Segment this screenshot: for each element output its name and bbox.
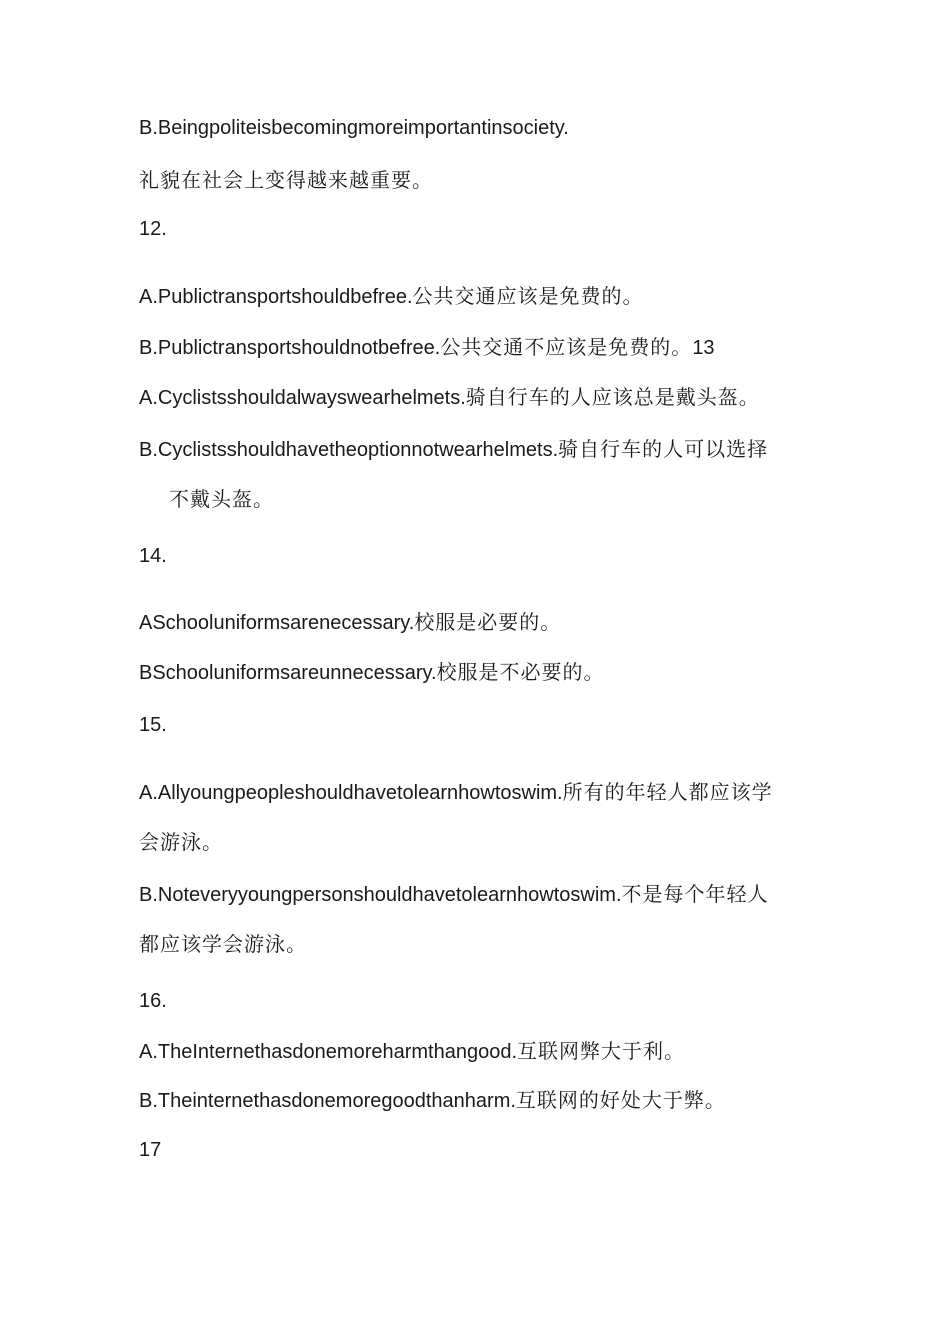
question-number: 14. — [139, 545, 167, 567]
text-line: 礼貌在社会上变得越来越重要。 — [139, 168, 433, 192]
option-a: A.Publictransportshouldbefree.公共交通应该是免费的。 — [139, 284, 644, 308]
option-a-continued: 会游泳。 — [139, 830, 223, 854]
option-a: ASchooluniformsarenecessary.校服是必要的。 — [139, 610, 562, 634]
question-number: 12. — [139, 218, 167, 240]
option-a: A.TheInternethasdonemoreharmthangood.互联网弊大于利。 — [139, 1039, 686, 1063]
option-b: BSchooluniformsareunnecessary.校服是不必要的。 — [139, 660, 605, 684]
text-line: B.Beingpoliteisbecomingmoreimportantinsociety. — [139, 117, 569, 139]
option-b-continued: 都应该学会游泳。 — [139, 932, 307, 956]
question-number: 16. — [139, 990, 167, 1012]
option-b-continued: 不戴头盔。 — [169, 487, 274, 511]
option-b: B.Noteveryyoungpersonshouldhavetolearnhowtoswim.不是每个年轻人 — [139, 882, 769, 906]
question-number: 15. — [139, 714, 167, 736]
option-a: A.Cyclistsshouldalwayswearhelmets.骑自行车的人应该总是戴头盔。 — [139, 385, 760, 409]
question-number: 17 — [139, 1139, 162, 1161]
option-a: A.Allyoungpeopleshouldhavetolearnhowtoswim.所有的年轻人都应该学 — [139, 780, 773, 804]
option-b: B.Publictransportshouldnotbefree.公共交通不应该是免费的。13 — [139, 335, 715, 359]
option-b: B.Theinternethasdonemoregoodthanharm.互联网的好处大于弊。 — [139, 1088, 726, 1112]
option-b: B.Cyclistsshouldhavetheoptionnotwearhelmets.骑自行车的人可以选择 — [139, 437, 769, 461]
